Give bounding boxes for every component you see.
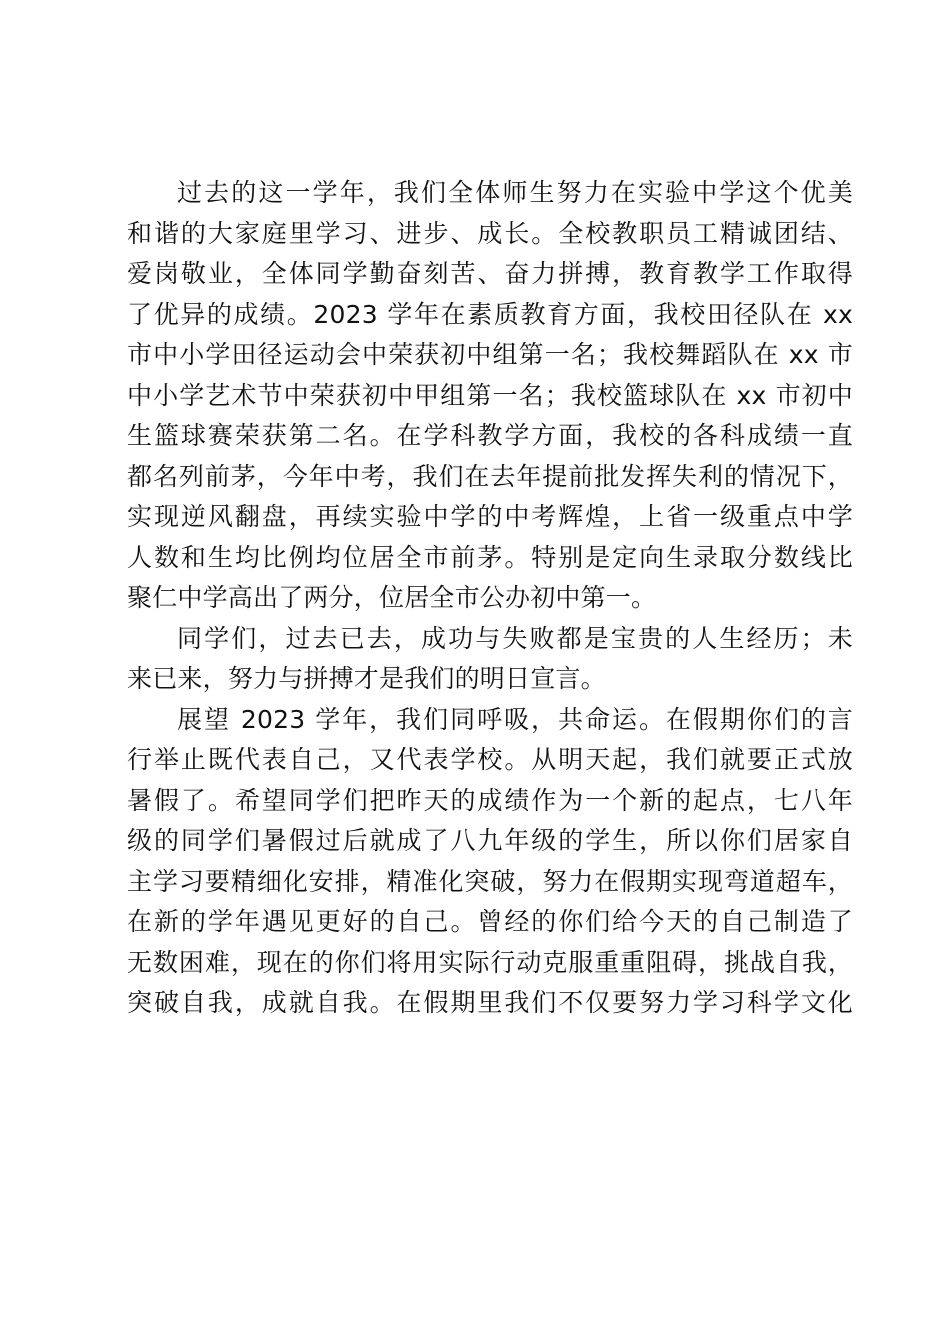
paragraph-line: 暑假了。希望同学们把昨天的成绩作为一个新的起点，七八年: [127, 785, 853, 815]
paragraph-2: [127, 619, 853, 700]
paragraph-line: 都名列前茅，今年中考，我们在去年提前批发挥失利的情况下，: [127, 461, 853, 491]
paragraph-line: 来已来，努力与拼搏才是我们的明日宣言。: [127, 664, 606, 693]
paragraph-line: 过去的这一学年，我们全体师生努力在实验中学这个优美: [177, 178, 853, 207]
paragraph-line: 主学习要精细化安排，精准化突破，努力在假期实现弯道超车，: [127, 866, 853, 896]
paragraph-line: 展望 2023 学年，我们同呼吸，共命运。在假期你们的言: [177, 704, 853, 734]
paragraph-line: 爱岗敬业，全体同学勤奋刻苦、奋力拼搏，教育教学工作取得: [127, 259, 853, 288]
paragraph-line: 同学们，过去已去，成功与失败都是宝贵的人生经历；未: [177, 623, 853, 653]
paragraph-line: 无数困难，现在的你们将用实际行动克服重重阻碍，挑战自我，: [127, 947, 853, 977]
paragraph-line: 在新的学年遇见更好的自己。曾经的你们给今天的自己制造了: [127, 907, 853, 936]
document-body: [127, 173, 853, 1024]
paragraph-line: 级的同学们暑假过后就成了八九年级的学生，所以你们居家自: [127, 826, 853, 855]
paragraph-1: [127, 173, 853, 619]
paragraph-line: 聚仁中学高出了两分，位居全市公办初中第一。: [127, 583, 657, 612]
paragraph-3: [127, 700, 853, 1024]
paragraph-line: 行举止既代表自己，又代表学校。从明天起，我们就要正式放: [127, 745, 853, 774]
paragraph-line: 人数和生均比例均位居全市前茅。特别是定向生录取分数线比: [127, 542, 853, 572]
paragraph-line: 中小学艺术节中荣获初中甲组第一名；我校篮球队在 xx 市初中: [127, 380, 853, 410]
paragraph-line: 了优异的成绩。2023 学年在素质教育方面，我校田径队在 xx: [127, 299, 853, 329]
paragraph-line: 突破自我，成就自我。在假期里我们不仅要努力学习科学文化: [127, 988, 853, 1017]
paragraph-line: 生篮球赛荣获第二名。在学科教学方面，我校的各科成绩一直: [127, 421, 853, 450]
paragraph-line: 和谐的大家庭里学习、进步、成长。全校教职员工精诚团结、: [127, 218, 853, 248]
paragraph-line: 实现逆风翻盘，再续实验中学的中考辉煌，上省一级重点中学: [127, 502, 853, 531]
paragraph-line: 市中小学田径运动会中荣获初中组第一名；我校舞蹈队在 xx 市: [127, 340, 853, 369]
